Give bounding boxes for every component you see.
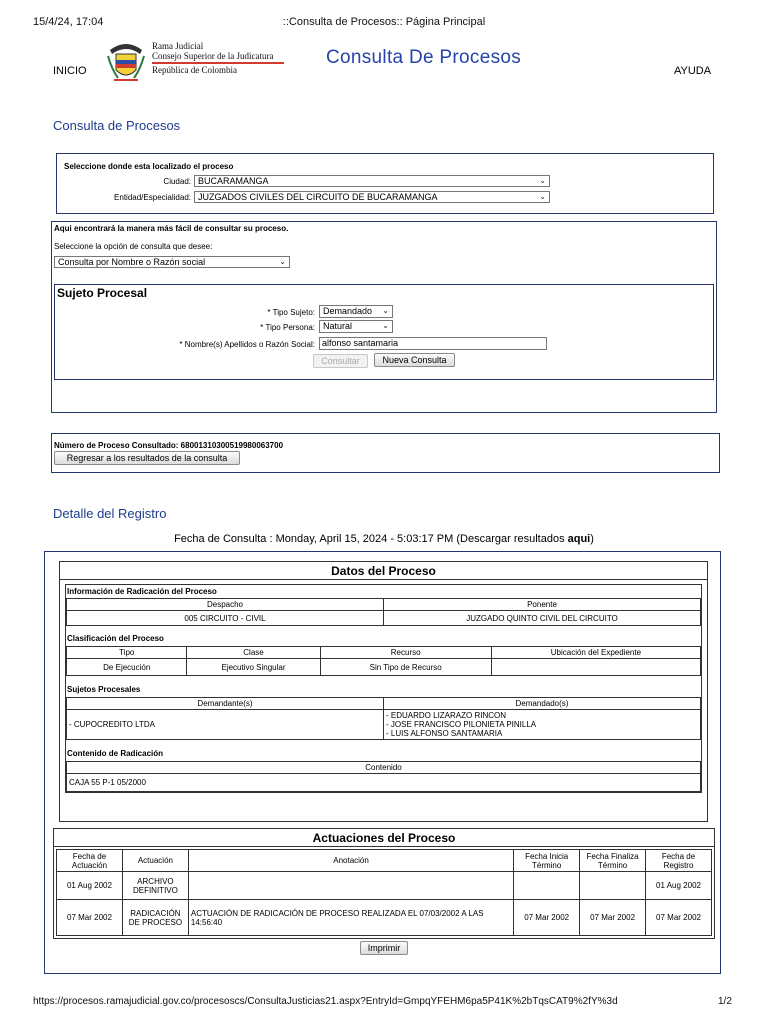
entidad-select-value: JUZGADOS CIVILES DEL CIRCUITO DE BUCARAMANGA (198, 192, 438, 202)
option-prompt: Seleccione la opción de consulta que desee: (54, 242, 213, 251)
chevron-down-icon: ⌄ (382, 321, 389, 330)
ciudad-label: Ciudad: (163, 177, 191, 186)
demandante-value: - CUPOCREDITO LTDA (67, 710, 384, 740)
tipo-sujeto-select[interactable] (319, 305, 393, 318)
actuaciones-title: Actuaciones del Proceso (54, 829, 714, 847)
print-url: https://procesos.ramajudicial.gov.co/procesoscs/ConsultaJusticias21.aspx?EntryId=GmpqYFEHM6pa5P41K%2bTqsCAT9%2fY%3d (33, 996, 618, 1007)
act-header-anotacion: Anotación (188, 850, 513, 872)
intro-text: Aqui encontrará la manera más fácil de consultar su proceso. (54, 224, 289, 233)
consulta-type-value: Consulta por Nombre o Razón social (58, 257, 206, 267)
datos-proceso-panel (59, 561, 708, 822)
section-title-consulta: Consulta de Procesos (53, 118, 181, 133)
nav-ayuda-link[interactable]: AYUDA (674, 65, 712, 77)
datos-inner (65, 584, 702, 793)
fecha-consulta-text: Fecha de Consulta : Monday, April 15, 2024 - 5:03:17 PM (Descargar resultados (174, 533, 568, 545)
consulta-type-select[interactable] (54, 256, 290, 268)
contenido-header: Contenido (67, 762, 701, 774)
coat-of-arms-logo (106, 36, 146, 88)
act-cell: 07 Mar 2002 (646, 900, 712, 936)
act-cell: ARCHIVO DEFINITIVO (122, 872, 188, 900)
consultar-button[interactable]: Consultar (313, 354, 368, 368)
section-title-detalle (53, 506, 166, 521)
ciudad-select[interactable] (194, 175, 550, 187)
contenido-table (66, 761, 701, 792)
act-cell: ACTUACIÓN DE RADICACIÓN DE PROCESO REALIZADA EL 07/03/2002 A LAS 14:56:40 (188, 900, 513, 936)
nombre-input[interactable]: alfonso santamaria (319, 337, 547, 350)
actuaciones-panel (53, 828, 715, 939)
proceso-number-label: Número de Proceso Consultado: 68001310300519980063700 (54, 441, 284, 450)
chevron-down-icon: ⌄ (539, 176, 546, 185)
act-header-inicia: Fecha Inicia Término (514, 850, 580, 872)
entidad-select[interactable] (194, 191, 550, 203)
location-panel (56, 153, 714, 214)
act-cell: RADICACIÓN DE PROCESO (122, 900, 188, 936)
chevron-down-icon: ⌄ (279, 257, 286, 266)
print-datetime: 15/4/24, 17:04 (33, 16, 104, 28)
logo-text (152, 41, 284, 75)
act-cell: 01 Aug 2002 (646, 872, 712, 900)
ciudad-select-value: BUCARAMANGA (198, 176, 269, 186)
contenido-value: CAJA 55 P-1 05/2000 (67, 774, 701, 792)
act-cell: 01 Aug 2002 (57, 872, 123, 900)
nombre-label: * Nombre(s) Apellidos o Razón Social: (179, 340, 315, 349)
fecha-consulta-suffix: ) (590, 533, 594, 545)
imprimir-button[interactable]: Imprimir (360, 941, 408, 955)
logo-line-1: Rama Judicial (152, 41, 204, 51)
act-header-actuacion: Actuación (122, 850, 188, 872)
proceso-consultado-panel (51, 433, 720, 473)
act-cell (188, 872, 513, 900)
sujetos-title: Sujetos Procesales (67, 685, 141, 694)
despacho-header: Despacho (67, 599, 384, 611)
tipo-sujeto-label: * Tipo Sujeto: (267, 308, 315, 317)
chevron-down-icon: ⌄ (382, 306, 389, 315)
act-cell: 07 Mar 2002 (580, 900, 646, 936)
act-header-finaliza: Fecha Finaliza Término (580, 850, 646, 872)
clasificacion-title: Clasificación del Proceso (67, 634, 164, 643)
tipo-persona-value: Natural (323, 321, 353, 331)
clas-value-tipo: De Ejecución (67, 659, 187, 676)
act-cell (514, 872, 580, 900)
act-cell: 07 Mar 2002 (57, 900, 123, 936)
clas-header-recurso: Recurso (320, 647, 491, 659)
sujetos-table (66, 697, 701, 740)
clas-header-tipo: Tipo (67, 647, 187, 659)
demandado-item: - EDUARDO LIZARAZO RINCON (386, 711, 507, 720)
tipo-sujeto-value: Demandado (323, 306, 373, 316)
print-page-number: 1/2 (718, 996, 732, 1007)
tipo-persona-select[interactable] (319, 320, 393, 333)
despacho-value: 005 CIRCUITO - CIVIL (67, 611, 384, 626)
clas-value-recurso: Sin Tipo de Recurso (320, 659, 491, 676)
actuaciones-table (56, 849, 712, 936)
back-to-results-button[interactable]: Regresar a los resultados de la consulta (54, 451, 240, 465)
clas-header-clase: Clase (187, 647, 320, 659)
coat-of-arms-icon (106, 36, 146, 88)
detalle-title-text: Detalle del Registro (53, 506, 167, 521)
act-cell (580, 872, 646, 900)
fecha-consulta (0, 533, 768, 545)
print-page-title: ::Consulta de Procesos:: Página Principal (282, 16, 486, 28)
table-row (57, 900, 712, 936)
demandados-cell (384, 710, 701, 740)
demandado-item: - JOSE FRANCISCO PILONIETA PINILLA (386, 720, 537, 729)
tipo-persona-label: * Tipo Persona: (260, 323, 315, 332)
radicacion-title: Información de Radicación del Proceso (67, 587, 217, 596)
ponente-header: Ponente (384, 599, 701, 611)
banner-title: Consulta De Procesos (326, 47, 522, 68)
clas-value-clase: Ejecutivo Singular (187, 659, 320, 676)
logo-line-3: República de Colombia (152, 65, 237, 75)
clasificacion-table (66, 646, 701, 676)
clas-header-ubicacion: Ubicación del Expediente (491, 647, 700, 659)
search-panel (51, 221, 717, 413)
descargar-link[interactable]: aqui (567, 533, 591, 545)
act-cell: 07 Mar 2002 (514, 900, 580, 936)
sujeto-title: Sujeto Procesal (57, 286, 148, 300)
entidad-label: Entidad/Especialidad: (114, 193, 191, 202)
datos-title: Datos del Proceso (60, 562, 707, 580)
contenido-title: Contenido de Radicación (67, 749, 164, 758)
logo-line-2: Consejo Superior de la Judicatura (152, 51, 274, 61)
chevron-down-icon: ⌄ (539, 192, 546, 201)
act-header-registro: Fecha de Registro (646, 850, 712, 872)
table-row (57, 872, 712, 900)
ponente-value: JUZGADO QUINTO CIVIL DEL CIRCUITO (384, 611, 701, 626)
demandante-header: Demandante(s) (67, 698, 384, 710)
act-header-fecha: Fecha de Actuación (57, 850, 123, 872)
sujeto-procesal-panel (54, 284, 714, 380)
demandado-item: - LUIS ALFONSO SANTAMARIA (386, 729, 503, 738)
clas-value-ubicacion (491, 659, 700, 676)
radicacion-table (66, 598, 701, 626)
logo-divider (152, 62, 284, 64)
nueva-consulta-button[interactable]: Nueva Consulta (374, 353, 455, 367)
demandado-header: Demandado(s) (384, 698, 701, 710)
location-prompt: Seleccione donde esta localizado el proceso (64, 162, 234, 171)
nav-inicio-link[interactable]: INICIO (53, 65, 87, 77)
